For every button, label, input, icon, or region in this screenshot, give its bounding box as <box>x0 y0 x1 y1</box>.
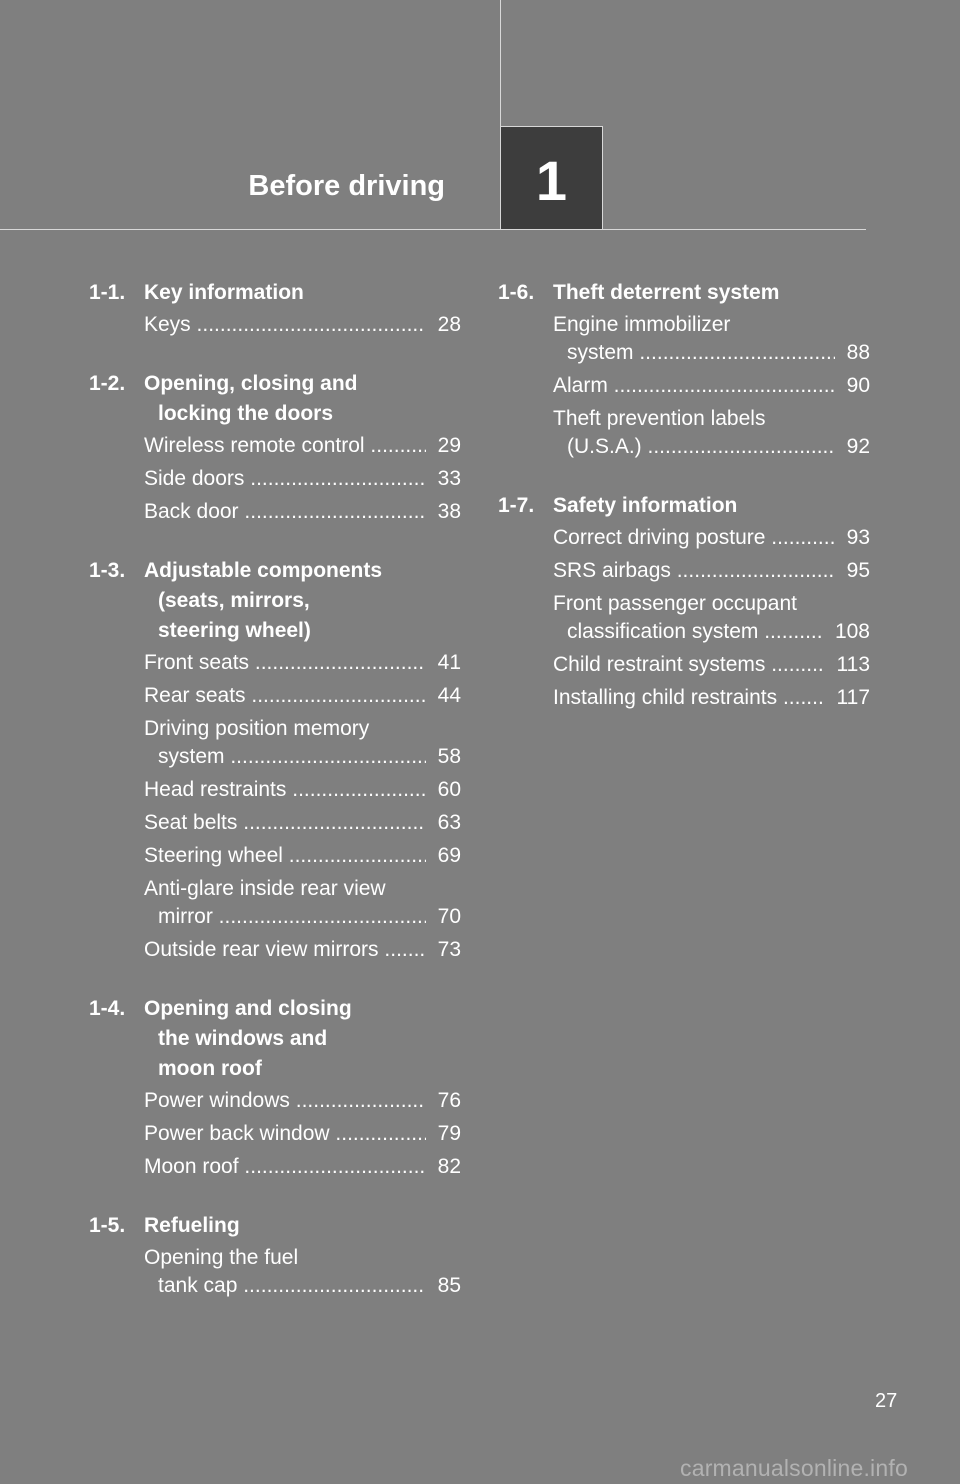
toc-entry[interactable] <box>553 524 870 552</box>
toc-entry[interactable] <box>144 936 461 964</box>
section-heading[interactable] <box>89 278 461 308</box>
section-number: 1-5. <box>89 1214 126 1237</box>
toc-entry[interactable] <box>553 557 870 585</box>
toc-entry[interactable] <box>144 1120 461 1148</box>
toc-entry[interactable] <box>553 590 870 646</box>
entry-page-number: 92 <box>846 435 870 458</box>
section-entries <box>144 311 461 339</box>
toc-entry[interactable] <box>553 311 870 367</box>
section-title-line: Refueling <box>144 1214 240 1237</box>
entry-label-line: Rear seats ..... <box>144 682 426 710</box>
toc-section <box>89 278 461 339</box>
chapter-title: Before driving <box>248 170 445 202</box>
entry-label <box>144 809 426 837</box>
toc-entry[interactable] <box>553 372 870 400</box>
toc-entry[interactable] <box>144 682 461 710</box>
section-title-line: locking the doors <box>158 402 334 425</box>
entry-label <box>553 405 835 461</box>
section-title <box>553 491 870 521</box>
toc-entry[interactable] <box>144 465 461 493</box>
entry-page-number: 117 <box>836 686 870 709</box>
section-entries <box>144 1087 461 1181</box>
entry-label-line: Wireless remote control ..... <box>144 432 426 460</box>
section-title <box>553 278 870 308</box>
toc-entry[interactable] <box>553 684 870 712</box>
section-number: 1-6. <box>498 281 535 304</box>
entry-label <box>553 311 835 367</box>
entry-label-line: Theft prevention labels <box>553 407 766 430</box>
entry-page-number: 70 <box>437 905 461 928</box>
entry-label-line: Keys ..... <box>144 311 426 339</box>
section-heading[interactable] <box>498 491 870 521</box>
watermark: carmanualsonline.info <box>680 1455 908 1481</box>
section-title-line: Safety information <box>553 494 738 517</box>
entry-label-line: Steering wheel ..... <box>144 842 426 870</box>
entry-page-number: 60 <box>437 778 461 801</box>
section-entries <box>553 524 870 712</box>
entry-page-number: 38 <box>437 500 461 523</box>
entry-label-line: Moon roof ..... <box>144 1153 426 1181</box>
entry-page-number: 113 <box>836 653 870 676</box>
section-title-line: Key information <box>144 281 304 304</box>
toc-entry[interactable] <box>144 1087 461 1115</box>
entry-page-number: 73 <box>437 938 461 961</box>
toc-entry[interactable] <box>553 405 870 461</box>
page-number: 27 <box>875 1390 898 1412</box>
section-title-line: Theft deterrent system <box>553 281 780 304</box>
entry-label <box>144 649 426 677</box>
entry-label <box>144 682 426 710</box>
section-title <box>144 994 461 1084</box>
entry-label <box>553 684 825 712</box>
entry-label <box>553 651 825 679</box>
entry-label <box>144 1244 426 1300</box>
entry-label-line: Side doors ..... <box>144 465 426 493</box>
entry-page-number: 58 <box>437 745 461 768</box>
entry-label <box>553 590 823 646</box>
toc-column-left <box>89 278 461 1330</box>
entry-page-number: 82 <box>437 1155 461 1178</box>
toc-section <box>498 491 870 712</box>
toc-entry[interactable] <box>144 809 461 837</box>
entry-page-number: 41 <box>437 651 461 674</box>
entry-page-number: 29 <box>437 434 461 457</box>
section-title <box>144 556 461 646</box>
section-title <box>144 278 461 308</box>
section-number: 1-1. <box>89 281 126 304</box>
entry-page-number: 90 <box>846 374 870 397</box>
section-entries <box>144 432 461 526</box>
section-title-line: Opening and closing <box>144 997 352 1020</box>
entry-label-line: Head restraints ..... <box>144 776 426 804</box>
section-title-line: the windows and <box>158 1027 328 1050</box>
toc-entry[interactable] <box>144 875 461 931</box>
entry-label-line: Seat belts ..... <box>144 809 426 837</box>
entry-label-line: Opening the fuel <box>144 1246 299 1269</box>
entry-page-number: 85 <box>437 1274 461 1297</box>
toc-section <box>89 556 461 964</box>
entry-label-line: Front seats ..... <box>144 649 426 677</box>
section-heading[interactable] <box>89 994 461 1084</box>
entry-label <box>144 432 426 460</box>
section-heading[interactable] <box>89 369 461 429</box>
entry-label <box>144 1153 426 1181</box>
toc-section <box>89 994 461 1181</box>
section-title-line: steering wheel) <box>158 619 311 642</box>
entry-label <box>144 498 426 526</box>
toc-section <box>498 278 870 461</box>
entry-label-line: system ..... <box>144 743 426 771</box>
entry-page-number: 108 <box>834 620 870 643</box>
entry-label-line: Installing child restraints ..... <box>553 684 825 712</box>
section-title-line: Opening, closing and <box>144 372 358 395</box>
section-number: 1-7. <box>498 494 535 517</box>
toc-entry[interactable] <box>144 1153 461 1181</box>
section-entries <box>144 1244 461 1300</box>
entry-label-line: Front passenger occupant <box>553 592 797 615</box>
toc-entry[interactable] <box>553 651 870 679</box>
section-title-line: moon roof <box>158 1057 262 1080</box>
chapter-header <box>0 0 960 232</box>
entry-label-line: SRS airbags ..... <box>553 557 835 585</box>
entry-page-number: 63 <box>437 811 461 834</box>
toc-column-right <box>498 278 870 742</box>
entry-label-line: Power back window ..... <box>144 1120 426 1148</box>
entry-label-line: Power windows ..... <box>144 1087 426 1115</box>
entry-label <box>144 936 426 964</box>
toc-entry[interactable] <box>144 1244 461 1300</box>
entry-label <box>144 715 426 771</box>
entry-label-line: Outside rear view mirrors ..... <box>144 936 426 964</box>
section-entries <box>144 649 461 964</box>
section-heading[interactable] <box>498 278 870 308</box>
section-number: 1-3. <box>89 559 126 582</box>
entry-page-number: 93 <box>846 526 870 549</box>
entry-label-line: Alarm ..... <box>553 372 835 400</box>
entry-label <box>144 776 426 804</box>
toc-entry[interactable] <box>144 432 461 460</box>
entry-label <box>144 1087 426 1115</box>
section-title <box>144 369 461 429</box>
entry-label-line: (U.S.A.) ..... <box>553 433 835 461</box>
entry-page-number: 33 <box>437 467 461 490</box>
entry-label-line: Engine immobilizer <box>553 313 731 336</box>
entry-label-line: Correct driving posture ..... <box>553 524 835 552</box>
entry-label <box>553 557 835 585</box>
section-title-line: Adjustable components <box>144 559 383 582</box>
toc-entry[interactable] <box>144 776 461 804</box>
toc-entry[interactable] <box>144 649 461 677</box>
entry-page-number: 28 <box>437 313 461 336</box>
entry-label <box>553 372 835 400</box>
entry-page-number: 88 <box>846 341 870 364</box>
section-number: 1-2. <box>89 372 126 395</box>
entry-page-number: 69 <box>437 844 461 867</box>
section-number: 1-4. <box>89 997 126 1020</box>
entry-label-line: tank cap ..... <box>144 1272 426 1300</box>
entry-label <box>144 1120 426 1148</box>
section-heading[interactable] <box>89 1211 461 1241</box>
entry-label-line: Driving position memory <box>144 717 370 740</box>
toc-entry[interactable] <box>144 311 461 339</box>
toc-entry[interactable] <box>144 498 461 526</box>
entry-label <box>144 842 426 870</box>
entry-label <box>144 465 426 493</box>
section-heading[interactable] <box>89 556 461 646</box>
entry-label-line: classification system ..... <box>553 618 823 646</box>
section-title-line: (seats, mirrors, <box>158 589 310 612</box>
entry-label <box>144 875 426 931</box>
entry-label-line: Back door ..... <box>144 498 426 526</box>
toc-entry[interactable] <box>144 715 461 771</box>
chapter-number: 1 <box>535 149 568 212</box>
entry-label-line: Child restraint systems ..... <box>553 651 825 679</box>
entry-label-line: mirror ..... <box>144 903 426 931</box>
entry-label-line: system ..... <box>553 339 835 367</box>
toc-section <box>89 369 461 526</box>
toc-entry[interactable] <box>144 842 461 870</box>
entry-label <box>144 311 426 339</box>
header-divider-horizontal <box>0 229 866 230</box>
entry-page-number: 79 <box>437 1122 461 1145</box>
section-entries <box>553 311 870 461</box>
entry-page-number: 76 <box>437 1089 461 1112</box>
chapter-number-tab[interactable] <box>501 126 603 229</box>
section-title <box>144 1211 461 1241</box>
entry-label <box>553 524 835 552</box>
entry-label-line: Anti-glare inside rear view <box>144 877 386 900</box>
entry-page-number: 95 <box>846 559 870 582</box>
entry-page-number: 44 <box>437 684 461 707</box>
toc-section <box>89 1211 461 1300</box>
